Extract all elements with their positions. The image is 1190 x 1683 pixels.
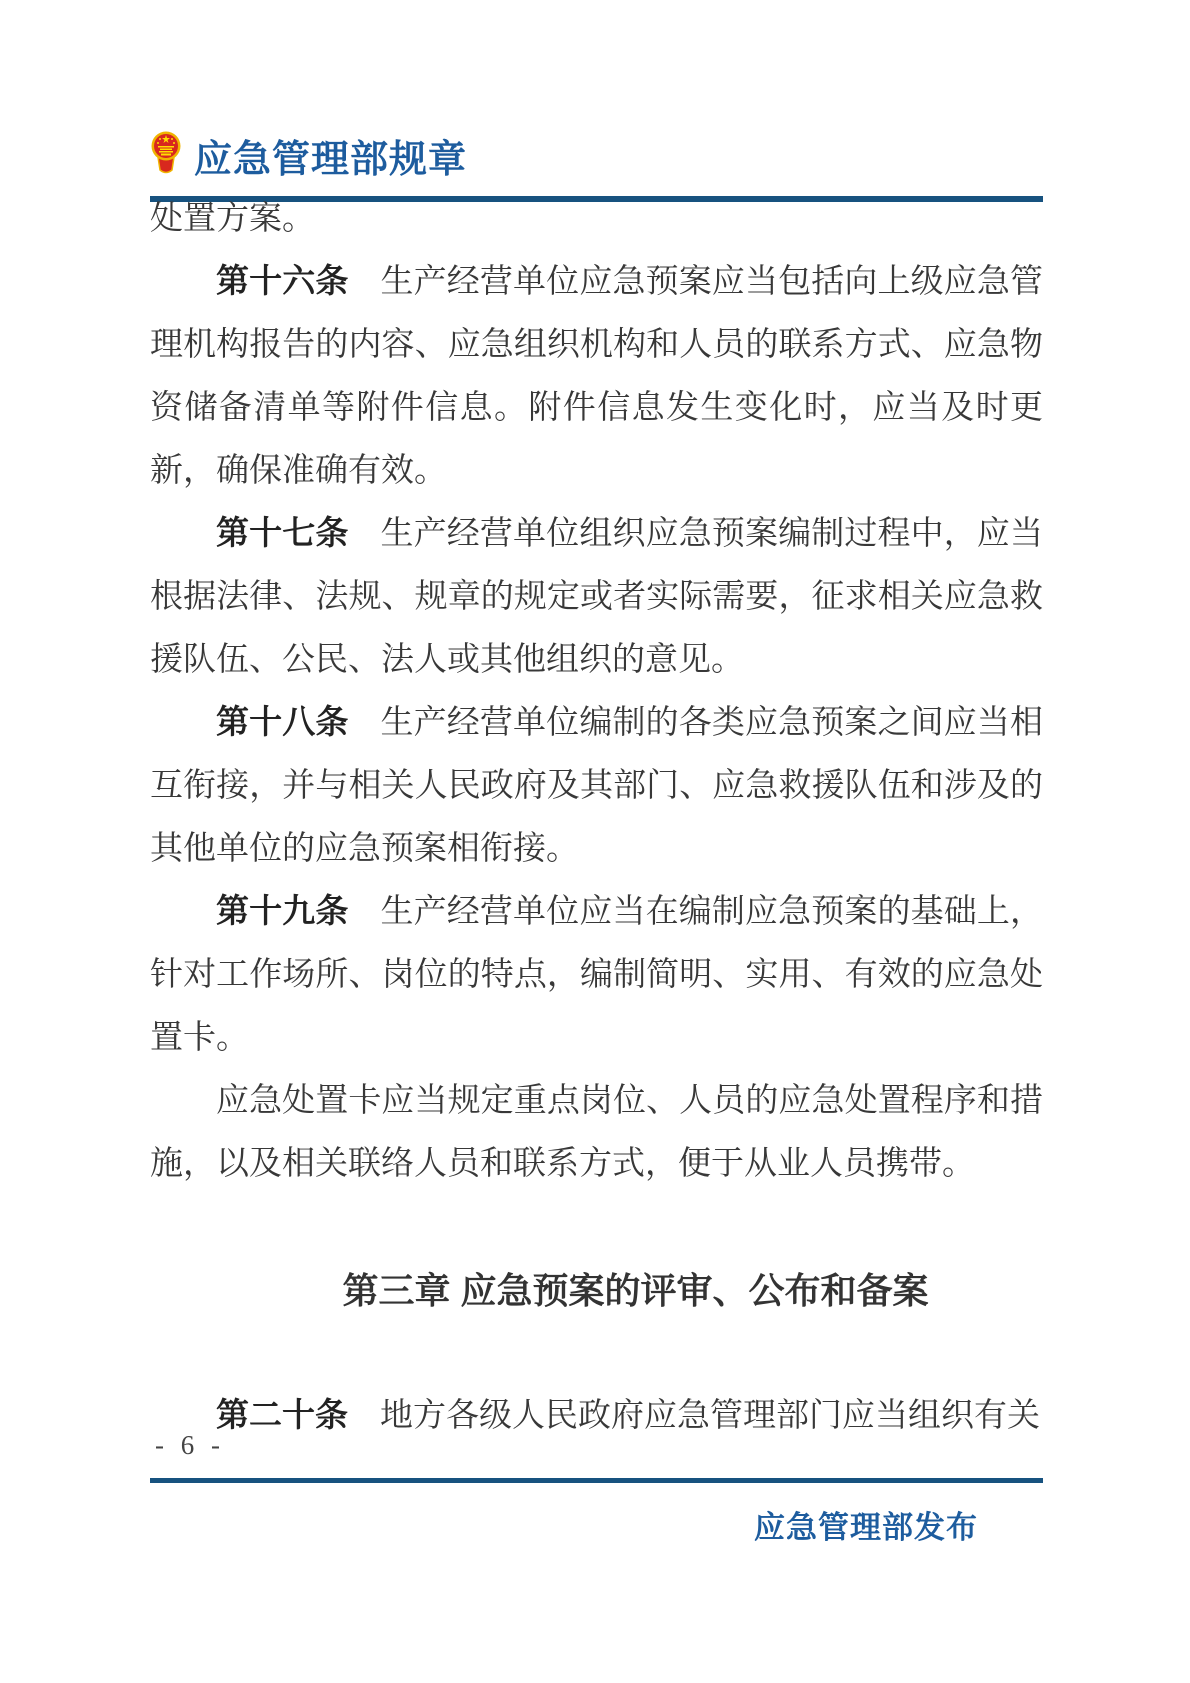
- chapter-heading: 第三章 应急预案的评审、公布和备案: [342, 1270, 929, 1311]
- article-number: 第十八条: [216, 705, 349, 741]
- footer-divider: [150, 1478, 1043, 1483]
- paragraph-emergency-card: [150, 1070, 1043, 1196]
- paragraph-article-16: [150, 251, 1043, 503]
- paragraph-article-17: [150, 503, 1043, 692]
- article-number: 第十六条: [216, 264, 349, 300]
- paragraph-text: 生产经营单位组织应急预案编制过程中，应当根据法律、法规、规章的规定或者实际需要，征求相关应急救援队伍、公民、法人或其他组织的意见。: [150, 516, 1044, 678]
- paragraph-text: 处置方案。: [150, 201, 315, 237]
- paragraph-text: 应急处置卡应当规定重点岗位、人员的应急处置程序和措施，以及相关联络人员和联系方式，便于从业人员携带。: [150, 1083, 1043, 1182]
- paragraph-text: 地方各级人民政府应急管理部门应当组织有关: [380, 1398, 1040, 1434]
- paragraph-article-19: [150, 881, 1043, 1070]
- paragraph-text: 生产经营单位应急预案应当包括向上级应急管理机构报告的内容、应急组织机构和人员的联系方式、应急物资储备清单等附件信息。附件信息发生变化时，应当及时更新，确保准确有效。: [150, 264, 1044, 489]
- paragraph-article-18: [150, 692, 1043, 881]
- article-number: 第二十条: [216, 1398, 348, 1434]
- footer-publisher: 应急管理部发布: [754, 1510, 978, 1545]
- paragraph-continuation: [150, 188, 1043, 251]
- page-header: [150, 128, 467, 183]
- header-title: 应急管理部规章: [194, 139, 468, 181]
- national-emblem-icon: [150, 131, 182, 181]
- paragraph-article-20: [150, 1385, 1043, 1448]
- article-number: 第十七条: [216, 516, 349, 552]
- document-body: [150, 188, 1043, 1448]
- paragraph-text: 生产经营单位应当在编制应急预案的基础上，针对工作场所、岗位的特点，编制简明、实用、有效的应急处置卡。: [150, 894, 1044, 1056]
- article-number: 第十九条: [216, 894, 349, 930]
- page-number: - 6 -: [155, 1430, 225, 1460]
- paragraph-text: 生产经营单位编制的各类应急预案之间应当相互衔接，并与相关人民政府及其部门、应急救援队伍和涉及的其他单位的应急预案相衔接。: [150, 705, 1044, 867]
